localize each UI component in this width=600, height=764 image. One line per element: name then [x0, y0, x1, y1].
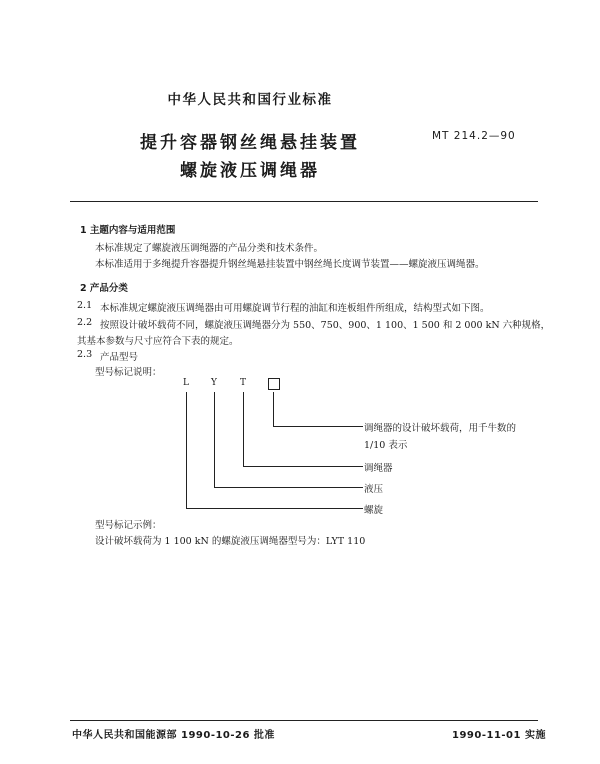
label-load-line1: 调绳器的设计破坏载荷，用千牛数的: [364, 423, 517, 434]
footer-rule: [70, 720, 538, 721]
letter-y: Y: [211, 378, 217, 388]
leader-spiral-vertical: [186, 392, 187, 508]
leader-hydraulic-vertical: [214, 392, 215, 487]
clause-2-1-number: 2.1: [77, 300, 93, 311]
title-line1: 提升容器钢丝绳悬挂装置: [140, 133, 360, 153]
clause-2-1-text: 本标准规定螺旋液压调绳器由可用螺旋调节行程的油缸和连板组件所组成，结构型式如下图。: [100, 303, 490, 314]
clause-2-2-text-line1: 按照设计破坏载荷不同，螺旋液压调绳器分为 550、750、900、1 100、1 500 和 2 000 kN 六种规格，: [100, 320, 551, 331]
leader-spiral-horizontal: [186, 508, 363, 509]
label-spiral: 螺旋: [364, 505, 384, 516]
letter-l: L: [183, 378, 189, 388]
clause-2-2-number: 2.2: [77, 317, 93, 328]
standard-code: MT 214.2—90: [432, 130, 516, 142]
leader-hydraulic-horizontal: [214, 487, 363, 488]
section-1-para-1: 本标准规定了螺旋液压调绳器的产品分类和技术条件。: [95, 243, 324, 254]
leader-load-horizontal: [273, 426, 363, 427]
standard-type: 中华人民共和国行业标准: [167, 92, 333, 108]
model-label: 型号标记说明：: [95, 367, 162, 378]
leader-adjuster-vertical: [243, 392, 244, 466]
header-rule: [70, 201, 538, 202]
section-2-heading: 2 产品分类: [80, 283, 128, 294]
label-hydraulic: 液压: [364, 484, 384, 495]
clause-2-3-number: 2.3: [77, 349, 93, 360]
leader-adjuster-horizontal: [243, 466, 363, 467]
label-adjuster: 调绳器: [364, 463, 393, 474]
clause-2-2-text-line2: 其基本参数与尺寸应符合下表的规定。: [77, 336, 239, 347]
footer-approval: 中华人民共和国能源部 1990-10-26 批准: [72, 730, 275, 741]
section-1-heading: 1 主题内容与适用范围: [80, 225, 176, 236]
footer-implementation: 1990-11-01 实施: [452, 730, 546, 741]
letter-t: T: [240, 378, 247, 388]
title-line2: 螺旋液压调绳器: [180, 161, 320, 181]
example-label: 型号标记示例：: [95, 520, 162, 531]
leader-load-vertical: [273, 392, 274, 426]
clause-2-3-text: 产品型号: [100, 352, 139, 363]
example-text: 设计破坏载荷为 1 100 kN 的螺旋液压调绳器型号为：LYT 110: [95, 536, 366, 547]
section-1-para-2: 本标准适用于多绳提升容器提升钢丝绳悬挂装置中钢丝绳长度调节装置——螺旋液压调绳器。: [95, 259, 485, 270]
label-load-line2: 1/10 表示: [364, 440, 408, 451]
load-placeholder-box: [268, 378, 280, 390]
